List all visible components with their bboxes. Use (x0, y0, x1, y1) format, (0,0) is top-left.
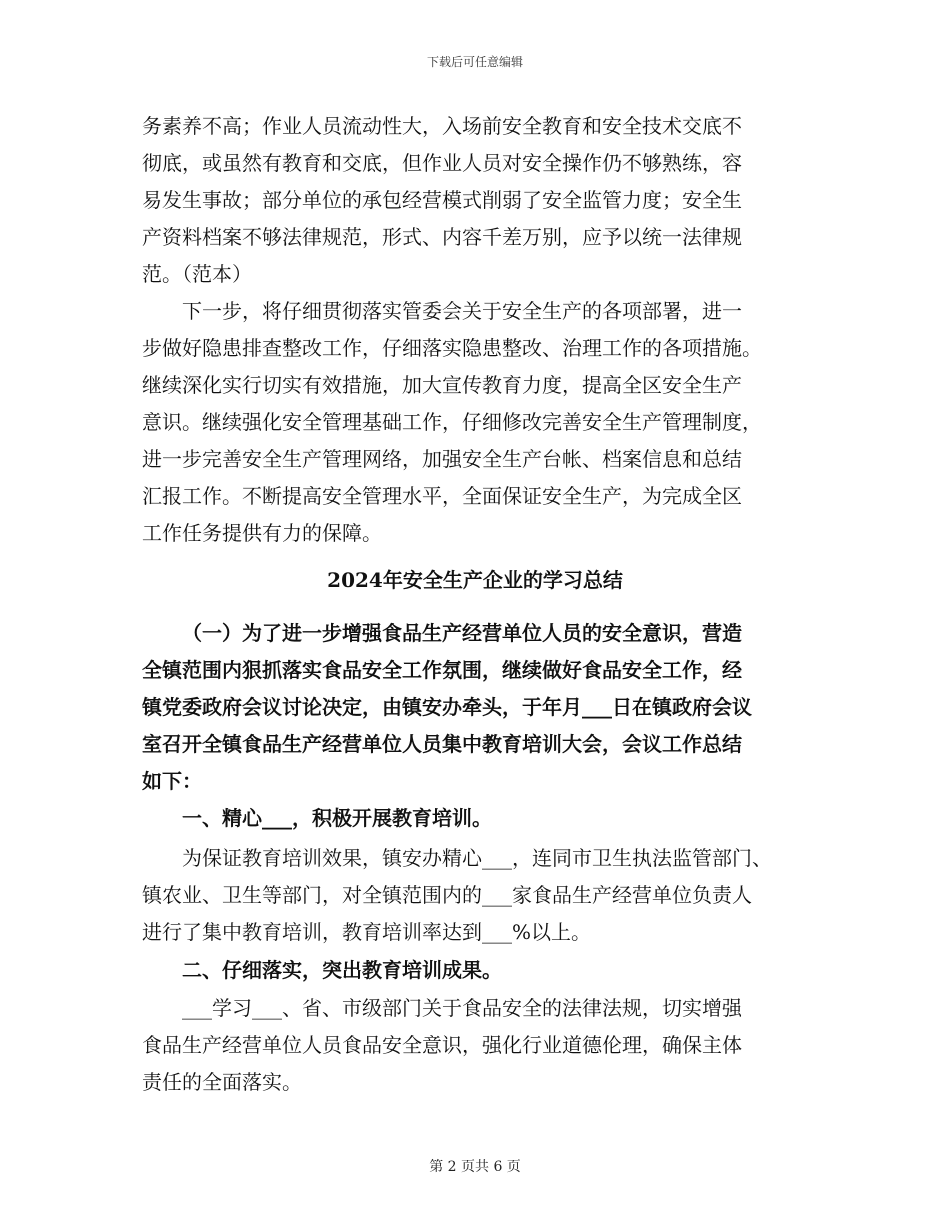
para2-line-2: 步做好隐患排查整改工作，仔细落实隐患整改、治理工作的各项措施。 (142, 336, 762, 360)
section-heading-2: 二、仔细落实，突出教育培训成果。 (182, 958, 502, 982)
para3-line-4: 室召开全镇食品生产经营单位人员集中教育培训大会，会议工作总结 (142, 732, 742, 756)
para5-line-3: 责任的全面落实。 (142, 1070, 302, 1094)
para2-line-4: 意识。继续强化安全管理基础工作，仔细修改完善安全生产管理制度， (142, 410, 762, 434)
section-heading-1: 一、精心___，积极开展教育培训。 (182, 806, 492, 830)
page-number: 第 2 页共 6 页 (429, 1159, 521, 1175)
para2-line-6: 汇报工作。不断提高安全管理水平，全面保证安全生产，为完成全区 (142, 484, 742, 508)
para1-line-4: 产资料档案不够法律规范，形式、内容千差万别，应予以统一法律规 (142, 225, 742, 249)
para1-line-3: 易发生事故；部分单位的承包经营模式削弱了安全监管力度；安全生 (142, 188, 742, 212)
para2-line-1: 下一步，将仔细贯彻落实管委会关于安全生产的各项部署，进一 (182, 299, 742, 323)
para3-line-3: 镇党委政府会议讨论决定，由镇安办牵头，于年月___日在镇政府会议 (142, 695, 752, 719)
para4-line-2: 镇农业、卫生等部门，对全镇范围内的___家食品生产经营单位负责人 (142, 883, 752, 907)
page-header-note: 下载后可任意编辑 (426, 55, 523, 69)
para3-line-2: 全镇范围内狠抓落实食品安全工作氛围，继续做好食品安全工作，经 (142, 658, 742, 682)
para2-line-7: 工作任务提供有力的保障。 (142, 521, 382, 545)
para4-line-1: 为保证教育培训效果，镇安办精心___，连同市卫生执法监管部门、 (182, 846, 772, 870)
para1-line-2: 彻底，或虽然有教育和交底，但作业人员对安全操作仍不够熟练，容 (142, 151, 742, 175)
para4-line-3: 进行了集中教育培训，教育培训率达到___%以上。 (142, 920, 592, 944)
para1-line-1: 务素养不高；作业人员流动性大，入场前安全教育和安全技术交底不 (142, 114, 742, 138)
para3-line-5: 如下： (142, 769, 202, 793)
para2-line-5: 进一步完善安全生产管理网络，加强安全生产台帐、档案信息和总结 (142, 447, 742, 471)
para5-line-2: 食品生产经营单位人员食品安全意识，强化行业道德伦理，确保主体 (142, 1033, 742, 1057)
para2-line-3: 继续深化实行切实有效措施，加大宣传教育力度，提高全区安全生产 (142, 373, 742, 397)
para3-line-1: （一）为了进一步增强食品生产经营单位人员的安全意识，营造 (182, 621, 742, 645)
para1-line-5: 范。（范本） (142, 262, 252, 286)
document-title: 2024年安全生产企业的学习总结 (327, 568, 623, 592)
para5-line-1: ___学习___、省、市级部门关于食品安全的法律法规，切实增强 (182, 996, 742, 1020)
